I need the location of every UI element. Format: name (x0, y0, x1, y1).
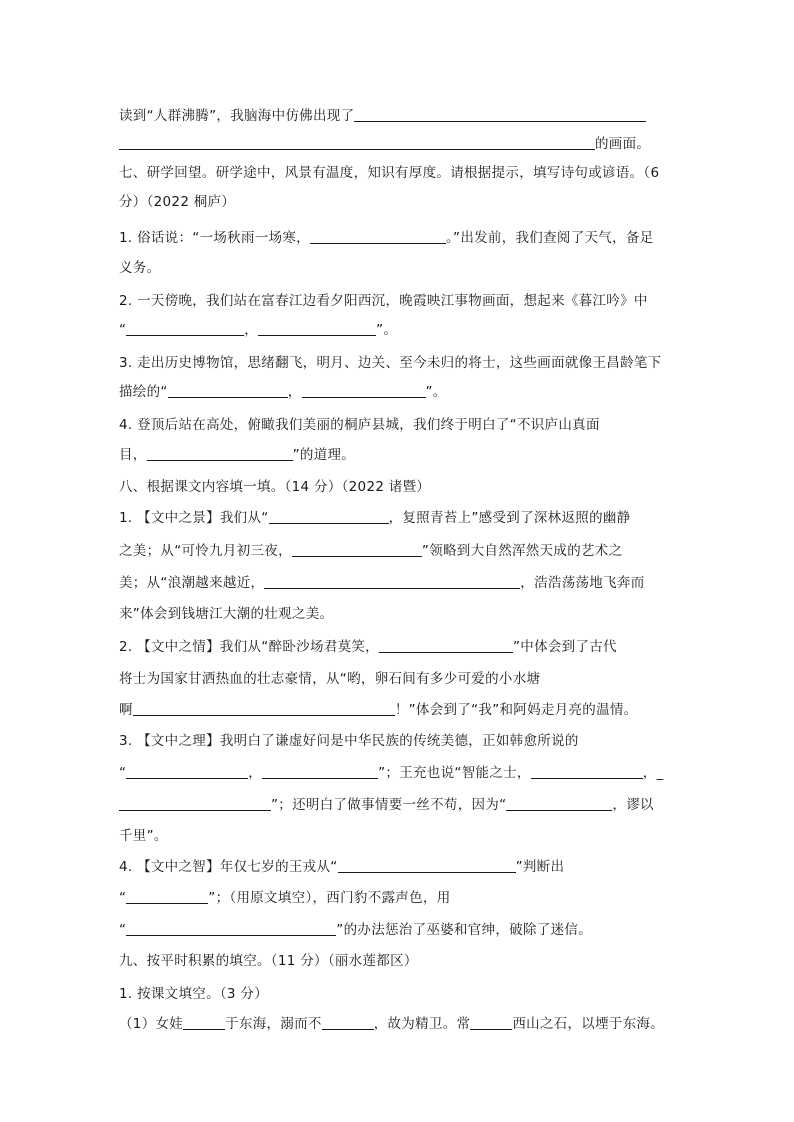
question-line: 3. 走出历史博物馆，思绪翻飞，明月、边关、至今未归的将士，这些画面就像王昌龄笔下 (119, 355, 662, 371)
text-line: 将士为国家甘洒热血的壮志豪情，从“哟，卵石间有多少可爱的小水塘 (119, 671, 541, 687)
answer-blank[interactable] (269, 509, 389, 524)
answer-blank[interactable] (126, 921, 336, 936)
answer-blank[interactable] (338, 858, 516, 873)
answer-blank[interactable] (506, 796, 612, 811)
answer-blank[interactable] (531, 764, 643, 779)
answer-blank[interactable] (133, 701, 395, 716)
text-line: 读到“人群沸腾”，我脑海中仿佛出现了 (119, 106, 646, 126)
text-line: 千里”。 (119, 828, 168, 844)
answer-blank[interactable] (168, 383, 288, 398)
answer-blank[interactable] (119, 135, 595, 150)
text-line: “ ， ”。 (119, 322, 398, 338)
section-heading: 八、根据课文内容填一填。（14 分）（2022 诸暨） (119, 479, 431, 495)
answer-blank[interactable] (354, 107, 646, 122)
question-line: 1. 俗话说：“一场秋雨一场寒， 。”出发前，我们查阅了天气，备足 (119, 230, 654, 246)
section-heading: 七、研学回望。研学途中，风景有温度，知识有厚度。请根据提示，填写诗句或谚语。（6 (119, 165, 660, 181)
answer-blank[interactable] (262, 764, 378, 779)
text-line: （1）女娃 于东海，溺而不 ，故为精卫。常 西山之石，以堙于东海。 (119, 1016, 665, 1032)
answer-blank[interactable] (258, 321, 376, 336)
answer-blank[interactable] (264, 574, 520, 589)
answer-blank[interactable] (183, 1015, 225, 1030)
text-line: “ ， ”；王充也说“智能之士， ，_ (119, 765, 664, 781)
answer-blank[interactable] (147, 446, 293, 461)
question-line: 4. 登顶后站在高处，俯瞰我们美丽的桐庐县城，我们终于明白了“不识庐山真面 (119, 417, 600, 433)
text-line: 描绘的“ ， ”。 (119, 384, 447, 400)
question-line: 2. 【文中之情】我们从“醉卧沙场君莫笑， ”中体会到了古代 (119, 639, 617, 655)
answer-blank[interactable] (322, 1015, 374, 1030)
answer-blank[interactable] (292, 542, 422, 557)
text-line: 目， ”的道理。 (119, 447, 356, 463)
text-line: ”；还明白了做事情要一丝不苟，因为“ ，谬以 (119, 795, 654, 815)
text-line: 美；从“浪潮越来越近， ，浩浩荡荡地飞奔而 (119, 575, 645, 591)
text-line: 的画面。 (119, 134, 650, 154)
text-line: 啊 ！”体会到了“我”和阿妈走月亮的温情。 (119, 702, 638, 718)
answer-blank[interactable] (119, 796, 271, 811)
text-line: 来”体会到钱塘江大潮的壮观之美。 (119, 606, 334, 622)
text-line: “ ”的办法惩治了巫婆和官绅，破除了迷信。 (119, 922, 592, 938)
question-line: 4. 【文中之智】年仅七岁的王戎从“ ”判断出 (119, 859, 565, 875)
section-heading: 分）（2022 桐庐） (119, 194, 236, 210)
text-line: “ ”；（用原文填空），西门豹不露声色，用 (119, 890, 451, 906)
answer-blank[interactable] (126, 321, 244, 336)
question-line: 2. 一天傍晚，我们站在富春江边看夕阳西沉，晚霞映江事物画面，想起来《暮江吟》中 (119, 293, 648, 309)
answer-blank[interactable] (302, 383, 426, 398)
answer-blank[interactable] (470, 1015, 512, 1030)
question-line: 1. 按课文填空。（3 分） (119, 986, 269, 1002)
answer-blank[interactable] (126, 764, 248, 779)
answer-blank[interactable] (379, 638, 513, 653)
answer-blank[interactable] (310, 229, 446, 244)
text-line: 之美；从“可怜九月初三夜， ”领略到大自然浑然天成的艺术之 (119, 543, 623, 559)
text-line: 义务。 (119, 260, 161, 276)
answer-blank[interactable] (126, 889, 208, 904)
question-line: 3. 【文中之理】我明白了谦虚好问是中华民族的传统美德，正如韩愈所说的 (119, 733, 579, 749)
question-line: 1. 【文中之景】我们从“ ，复照青苔上”感受到了深林返照的幽静 (119, 510, 631, 526)
section-heading: 九、按平时积累的填空。（11 分）（丽水莲都区） (119, 953, 418, 969)
